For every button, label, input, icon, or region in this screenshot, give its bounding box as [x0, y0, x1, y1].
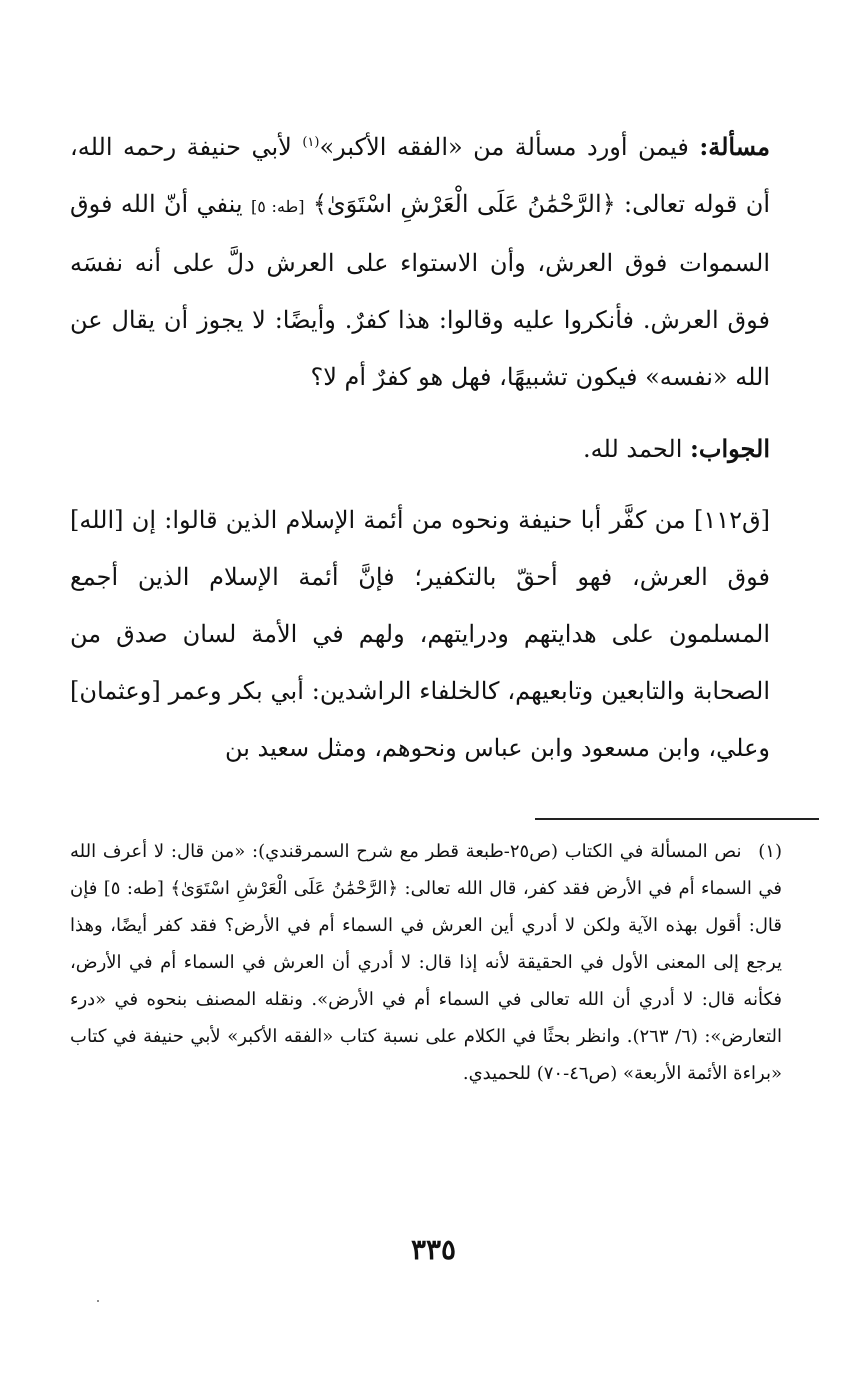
page-number: ٣٣٥ — [410, 1233, 457, 1266]
verse-reference: [طه: ٥] — [250, 197, 305, 216]
answer-label: الجواب: — [690, 434, 770, 463]
question-text-1: فيمن أورد مسألة من «الفقه الأكبر» — [319, 133, 689, 161]
question-text-2: لأبي حنيفة رحمه الله، أن قوله تعالى: — [70, 133, 770, 218]
body-paragraph — [70, 492, 770, 777]
quran-verse: ﴿الرَّحْمَٰنُ عَلَى الْعَرْشِ اسْتَوَىٰ﴾ — [312, 190, 616, 218]
body-text: [ق١١٢] من كفَّر أبا حنيفة ونحوه من أئمة الإسلام الذين قالوا: إن [الله] فوق العرش، فهو أحقّ بالتكفير؛ فإنَّ أئمة الإسلام الذين أجمع المسلمون على هدايتهم ودرايتهم، ولهم في الأمة لسان صدق من الصحابة والتابعين وتابعيهم، كالخلفاء الراشدين: أبي بكر وعمر [وعثمان] وعلي، وابن مسعود وابن عباس ونحوهم، ومثل سعيد بن — [70, 506, 770, 762]
scan-speck — [97, 1300, 99, 1302]
footnote — [70, 833, 782, 1092]
question-label: مسألة: — [699, 132, 770, 161]
question-paragraph — [70, 118, 770, 406]
footnote-text-1: نص المسألة في الكتاب (ص٢٥-طبعة قطر مع شرح السمرقندي): «من قال: لا أعرف الله في السماء أم في الأرض فقد كفر، قال الله تعالى: — [70, 841, 782, 899]
footnote-verse: ﴿الرَّحْمَٰنُ عَلَى الْعَرْشِ اسْتَوَىٰ﴾ — [170, 878, 399, 899]
answer-text: الحمد لله. — [583, 435, 683, 463]
question-text-3: ينفي أنّ الله فوق السموات فوق العرش، وأن الاستواء على العرش دلَّ على أنه نفسَه فوق العرش. فأنكروا عليه وقالوا: هذا كفرٌ. وأيضًا: لا يجوز أن يقال عن الله «نفسه» فيكون تشبيهًا، فهل هو كفرٌ أم لا؟ — [70, 190, 770, 391]
main-text — [70, 118, 770, 777]
footnote-text-2: [طه: ٥] فإن قال: أقول بهذه الآية ولكن لا أدري أين العرش في السماء أم في الأرض؟ فقد كفر أيضًا، وهذا يرجع إلى المعنى الأول في الحقيقة لأنه إذا قال: لا أدري أن العرش في السماء أم في الأرض، فكأنه قال: لا أدري أن الله تعالى في السماء أم في الأرض». ونقله المصنف بنحوه في «درء التعارض»: (٦/ ٢٦٣). وانظر بحثًا في الكلام على نسبة كتاب «الفقه الأكبر» لأبي حنيفة في كتاب «براءة الأئمة الأربعة» (ص٤٦-٧٠) للحميدي. — [70, 878, 782, 1084]
footnote-marker: (١) — [758, 841, 782, 862]
footnote-divider — [535, 818, 819, 820]
answer-paragraph — [70, 420, 770, 478]
footnote-reference[interactable]: (١) — [302, 135, 320, 150]
